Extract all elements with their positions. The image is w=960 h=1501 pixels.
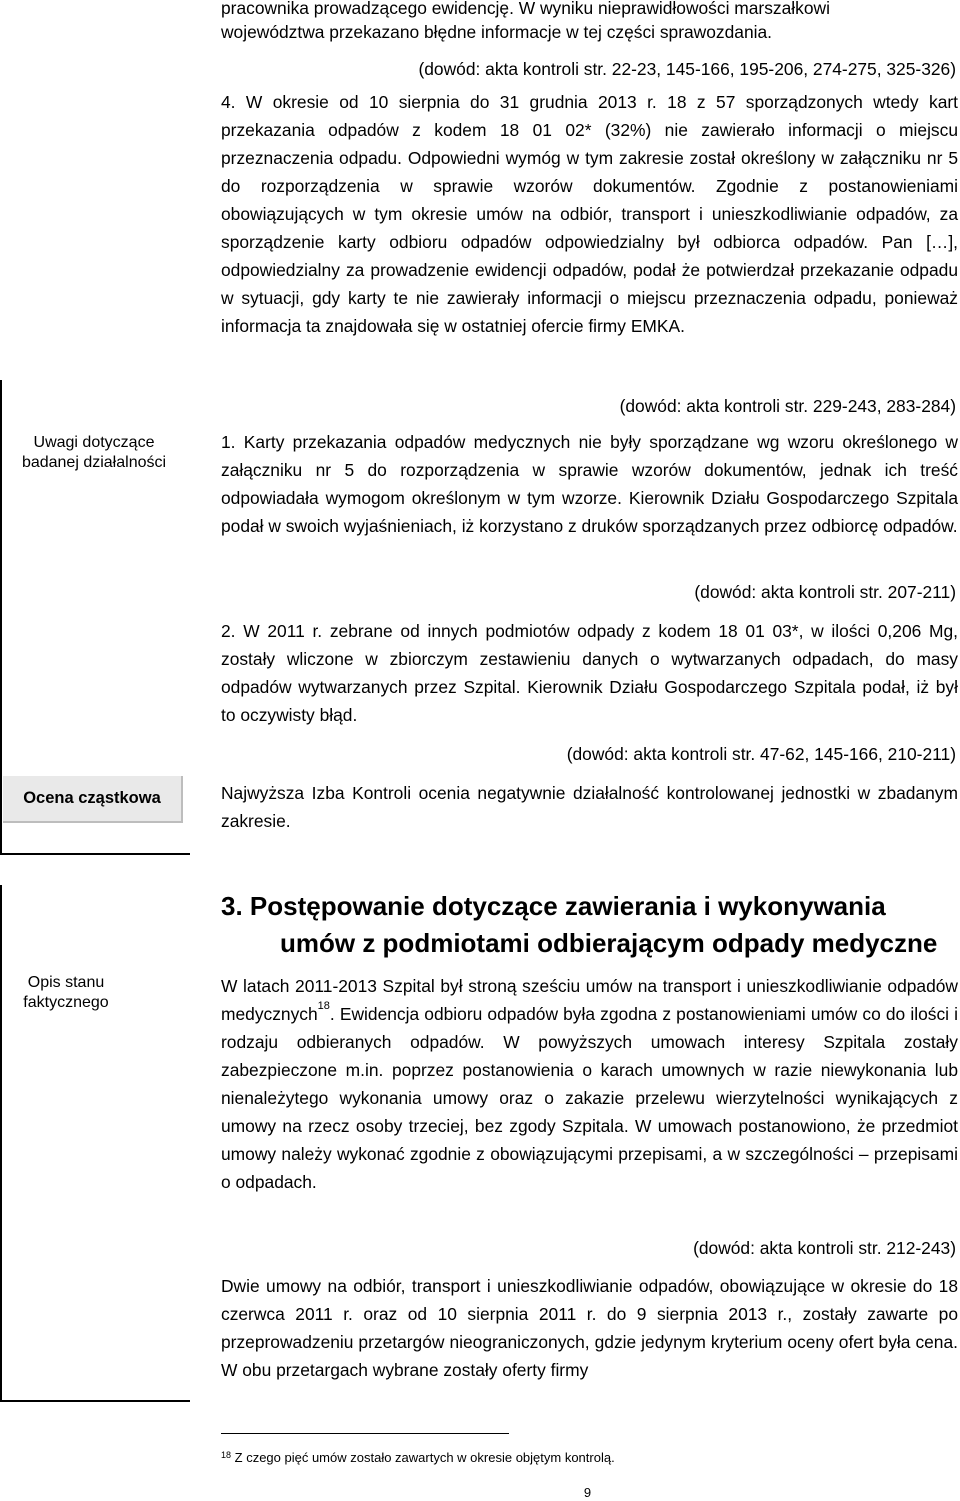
footnote-number: 18	[221, 1450, 232, 1460]
remarks-paragraph-1: 1. Karty przekazania odpadów medycznych nie były sporządzane wg wzoru określonego w załączniku nr 5 do rozporządzenia w sprawie wzorów dokumentów, jednak ich treść odpowiadała wymogom określonym w tym wzorze. Kierownik Działu Gospodarczego Szpitala podał w swoich wyjaśnieniach, iż korzystano z druków sporządzanych przez odbiorcę odpadów.	[221, 432, 958, 536]
section3-paragraph-2: Dwie umowy na odbiór, transport i unieszkodliwianie odpadów, obowiązujące w okresie do 18 czerwca 2011 r. oraz od 10 sierpnia 2011 r. do 9 sierpnia 2013 r., zostały zawarte po przeprowadzeniu przetargów nieograniczonych, gdzie jedynym kryterium oceny ofert była cena. W obu przetargach wybrane zostały oferty firmy	[221, 1276, 958, 1380]
section-divider	[0, 853, 190, 855]
top-line-2: województwa przekazano błędne informacje w tej części sprawozdania.	[221, 22, 772, 42]
evidence-ref-4: (dowód: akta kontroli str. 47-62, 145-166, 210-211)	[566, 744, 956, 764]
assessment-text: Najwyższa Izba Kontroli ocenia negatywnie działalność kontrolowanej jednostki w zbadanym zakresie.	[221, 783, 958, 831]
evidence-ref-1: (dowód: akta kontroli str. 22-23, 145-166, 195-206, 274-275, 325-326)	[418, 59, 956, 79]
footnote-reference[interactable]: 18	[317, 1000, 330, 1012]
section-heading-line-2: umów z podmiotami odbierającym odpady medyczne	[280, 928, 938, 958]
footnote-text: Z czego pięć umów zostało zawartych w okresie objętym kontrolą.	[234, 1450, 615, 1465]
section-heading-line-1: 3. Postępowanie dotyczące zawierania i wykonywania	[221, 891, 886, 921]
paragraph-4: 4. W okresie od 10 sierpnia do 31 grudnia 2013 r. 18 z 57 sporządzonych wtedy kart przekazania odpadów z kodem 18 01 02* (32%) nie zawierało informacji o miejscu przeznaczenia odpadu. Odpowiedni wymóg w tym zakresie został określony w załączniku nr 5 do rozporządzenia w sprawie wzorów dokumentów. Zgodnie z postanowieniami obowiązujących w tym okresie umów na odbiór, transport i unieszkodliwianie odpadów, za sporządzenie karty odbioru odpadów odpowiedzialny był odbiorca odpadów. Pan […], odpowiedzialny za prowadzenie ewidencji odpadów, podał że potwierdzał przekazanie odpadu w sytuacji, gdy karty te nie zawierały informacji o miejscu przeznaczenia odpadu, ponieważ informacja ta znajdowała się w ostatniej ofercie firmy EMKA.	[221, 92, 958, 336]
bottom-divider	[0, 1400, 190, 1402]
footnote-rule	[221, 1433, 509, 1434]
section3-paragraph-1-text-b: . Ewidencja odbioru odpadów była zgodna z postanowieniami umów co do ilości i rodzaju odbieranych odpadów. W powyższych umowach interesy Szpitala zostały zabezpieczone m.in. poprzez postanowienia o karach umownych w razie niewykonania lub nienależytego wykonania umowy oraz o zakazie przelewu wierzytelności wynikających z umowy na rzecz osoby trzeciej, bez zgody Szpitala. W umowach postanowiono, że przedmiot umowy należy wykonać zgodnie z obowiązującymi przepisami, a w szczególności – przepisami o odpadach.	[221, 1004, 958, 1192]
remarks-paragraph-2: 2. W 2011 r. zebrane od innych podmiotów odpady z kodem 18 01 03*, w ilości 0,206 Mg, zostały wliczone w zbiorczym zestawieniu danych o wytwarzanych odpadach, do masy odpadów wytwarzanych przez Szpital. Kierownik Działu Gospodarczego Szpitala podał, iż był to oczywisty błąd.	[221, 621, 958, 725]
sidebar-label-assessment: Ocena cząstkowa	[3, 776, 183, 823]
evidence-ref-2: (dowód: akta kontroli str. 229-243, 283-284)	[619, 396, 956, 416]
evidence-ref-3: (dowód: akta kontroli str. 207-211)	[694, 582, 956, 602]
sidebar-rule-upper	[0, 380, 2, 854]
sidebar-label-remarks: Uwagi dotyczące badanej działalności	[21, 434, 167, 471]
section3-paragraph-1-text-a: W latach 2011-2013 Szpital był stroną sześciu umów na transport i unieszkodliwianie odpadów medycznych	[221, 976, 958, 1024]
footnote	[221, 1450, 615, 1466]
sidebar-label-facts: Opis stanu faktycznego	[23, 974, 109, 1011]
section3-paragraph-1	[221, 972, 958, 1196]
sidebar-rule-lower	[0, 885, 2, 1402]
evidence-ref-5: (dowód: akta kontroli str. 212-243)	[693, 1238, 956, 1258]
section-heading	[221, 888, 958, 962]
top-line-1: pracownika prowadzącego ewidencję. W wyniku nieprawidłowości marszałkowi	[221, 0, 830, 18]
page-number: 9	[583, 1485, 592, 1500]
